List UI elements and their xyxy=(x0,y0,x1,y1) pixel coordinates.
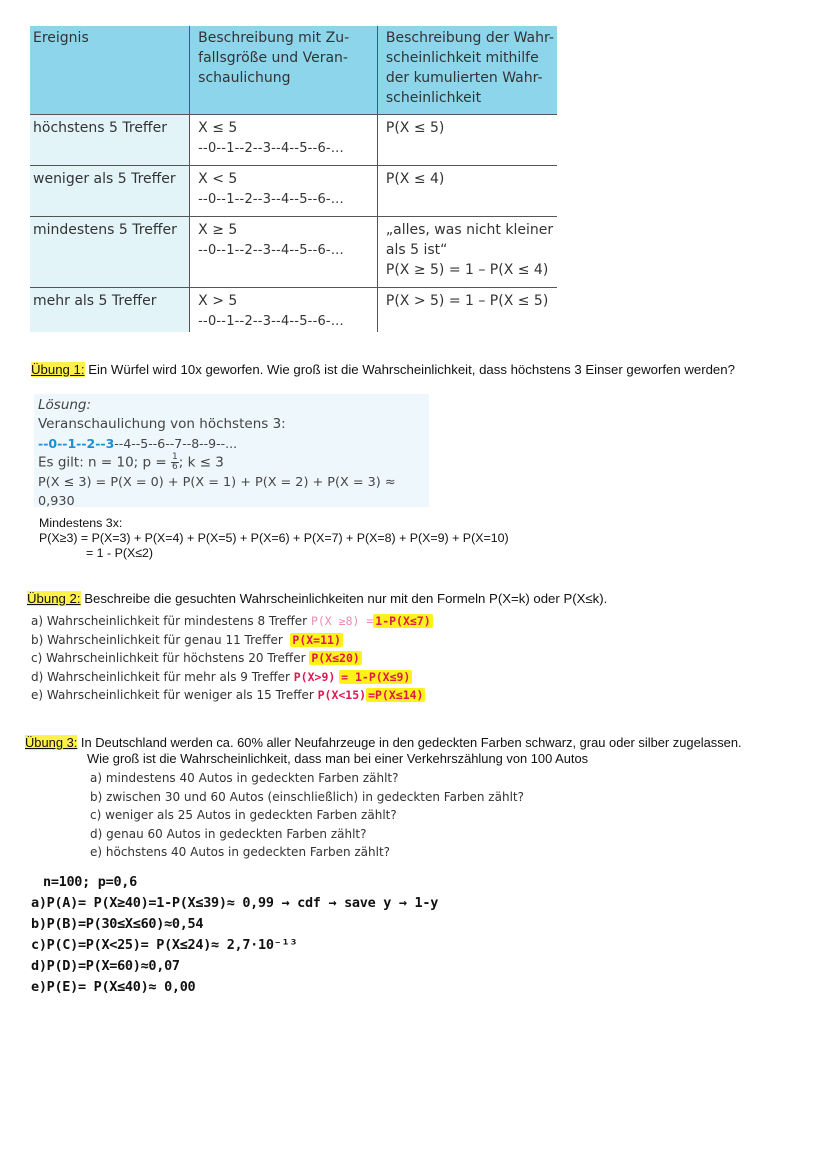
desc-cell: X ≥ 5 --0--1--2--3--4--5--6-... xyxy=(190,217,378,288)
header-beschreibung-zufallsgroesse: Beschreibung mit Zu- fallsgröße und Veran- schaulichung xyxy=(190,26,378,115)
list-item: d) genau 60 Autos in gedeckten Farben zählt? xyxy=(90,826,367,841)
prob-cell: P(X > 5) = 1 – P(X ≤ 5) xyxy=(377,288,557,333)
header-ereignis: Ereignis xyxy=(30,26,190,115)
prob-cell: „alles, was nicht kleiner als 5 ist“ P(X ≥ 5) = 1 – P(X ≤ 4) xyxy=(377,217,557,288)
uebung2-heading xyxy=(27,591,607,606)
note-line: d)P(D)=P(X=60)≈0,07 xyxy=(31,958,180,974)
note-line: c)P(C)=P(X<25)= P(X≤24)≈ 2,7·10⁻¹³ xyxy=(31,937,298,953)
list-item: a) mindestens 40 Autos in gedeckten Farben zählt? xyxy=(90,771,399,785)
solution-given: Es gilt: n = 10; p = $\frac{1}{6}$ ; k ≤ 3 xyxy=(38,452,224,472)
uebung2-label: Übung 2: xyxy=(27,591,81,606)
uebung3-list xyxy=(90,769,524,862)
mindestens-formula: P(X≥3) = P(X=3) + P(X=4) + P(X=5) + P(X=6) + P(X=7) + P(X=8) + P(X=9) + P(X=10) xyxy=(39,531,509,545)
solution-numberline: --0--1--2--3--4--5--6--7--8--9--... xyxy=(38,436,238,451)
list-item: d) Wahrscheinlichkeit für mehr als 9 Treffer P(X>9) = 1-P(X≤9) xyxy=(31,669,411,684)
handwritten-answer: P(X≤20) xyxy=(311,651,360,666)
table-header-row xyxy=(30,26,557,115)
note-line: n=100; p=0,6 xyxy=(43,874,137,890)
header-beschreibung-wahrscheinlichkeit: Beschreibung der Wahr- scheinlichkeit mithilfe der kumulierten Wahr- scheinlichkeit xyxy=(377,26,557,115)
uebung2-text: Beschreibe die gesuchten Wahrscheinlichkeiten nur mit den Formeln P(X=k) oder P(X≤k). xyxy=(80,591,608,606)
handwritten-answer: P(X<15) xyxy=(317,688,367,703)
solution-box xyxy=(34,394,429,507)
list-item: b) Wahrscheinlichkeit für genau 11 Treffer P(X=11) xyxy=(31,632,341,647)
solution-title: Lösung: xyxy=(38,397,92,413)
list-item: c) Wahrscheinlichkeit für höchstens 20 Treffer P(X≤20) xyxy=(31,651,360,666)
uebung3-label: Übung 3: xyxy=(25,735,78,750)
note-line: a)P(A)= P(X≥40)=1-P(X≤39)≈ 0,99 → cdf → save y → 1-y xyxy=(31,895,439,911)
uebung3-heading xyxy=(25,735,742,750)
note-line: b)P(B)=P(30≤X≤60)≈0,54 xyxy=(31,916,204,932)
uebung1-label: Übung 1: xyxy=(31,362,85,377)
desc-cell: X ≤ 5 --0--1--2--3--4--5--6-... xyxy=(190,115,378,166)
mindestens-block xyxy=(39,516,509,561)
event-cell: mindestens 5 Treffer xyxy=(30,217,190,288)
note-line: e)P(E)= P(X≤40)≈ 0,00 xyxy=(31,979,196,995)
handwritten-answer: 1-P(X≤7) xyxy=(375,614,431,628)
handwritten-answer: P(X>9) xyxy=(293,669,336,684)
prob-cell: P(X ≤ 4) xyxy=(377,166,557,217)
uebung3-text: In Deutschland werden ca. 60% aller Neufahrzeuge in den gedeckten Farben schwarz, grau oder silber zugelassen. xyxy=(77,735,742,750)
prob-cell: P(X ≤ 5) xyxy=(377,115,557,166)
list-item: a) Wahrscheinlichkeit für mindestens 8 Treffer P(X ≥8) = 1-P(X≤7) xyxy=(31,614,431,628)
table-row xyxy=(30,115,557,166)
desc-cell: X < 5 --0--1--2--3--4--5--6-... xyxy=(190,166,378,217)
table-row xyxy=(30,166,557,217)
handwritten-notes xyxy=(31,872,438,998)
desc-cell: X > 5 --0--1--2--3--4--5--6-... xyxy=(190,288,378,333)
events-table xyxy=(30,26,557,332)
handwritten-answer: P(X=11) xyxy=(292,632,341,647)
solution-line: Veranschaulichung von höchstens 3: xyxy=(38,416,286,432)
list-item: e) Wahrscheinlichkeit für weniger als 15 Treffer P(X<15) =P(X≤14) xyxy=(31,688,424,703)
handwritten-answer: =P(X≤14) xyxy=(368,688,424,703)
uebung1-heading xyxy=(31,362,735,377)
event-cell: mehr als 5 Treffer xyxy=(30,288,190,333)
uebung3-text2: Wie groß ist die Wahrscheinlichkeit, dass man bei einer Verkehrszählung von 100 Autos xyxy=(87,751,589,766)
table-row xyxy=(30,288,557,333)
handwritten-answer: P(X ≥8) = xyxy=(310,614,374,628)
list-item: e) höchstens 40 Autos in gedeckten Farben zählt? xyxy=(90,845,391,860)
list-item: b) zwischen 30 und 60 Autos (einschließlich) in gedeckten Farben zählt? xyxy=(90,789,524,804)
uebung2-list xyxy=(31,612,433,705)
solution-formula: P(X ≤ 3) = P(X = 0) + P(X = 1) + P(X = 2) + P(X = 3) ≈ 0,930 xyxy=(38,474,396,509)
mindestens-formula-2: = 1 - P(X≤2) xyxy=(86,546,154,560)
uebung1-text: Ein Würfel wird 10x geworfen. Wie groß ist die Wahrscheinlichkeit, dass höchstens 3 Einser geworfen werden? xyxy=(84,362,735,377)
handwritten-answer: = 1-P(X≤9) xyxy=(341,669,411,684)
event-cell: höchstens 5 Treffer xyxy=(30,115,190,166)
table-row xyxy=(30,217,557,288)
event-cell: weniger als 5 Treffer xyxy=(30,166,190,217)
fraction: $\frac{1}{6}$ xyxy=(172,452,178,472)
mindestens-title: Mindestens 3x: xyxy=(39,516,123,530)
list-item: c) weniger als 25 Autos in gedeckten Farben zählt? xyxy=(90,808,397,823)
